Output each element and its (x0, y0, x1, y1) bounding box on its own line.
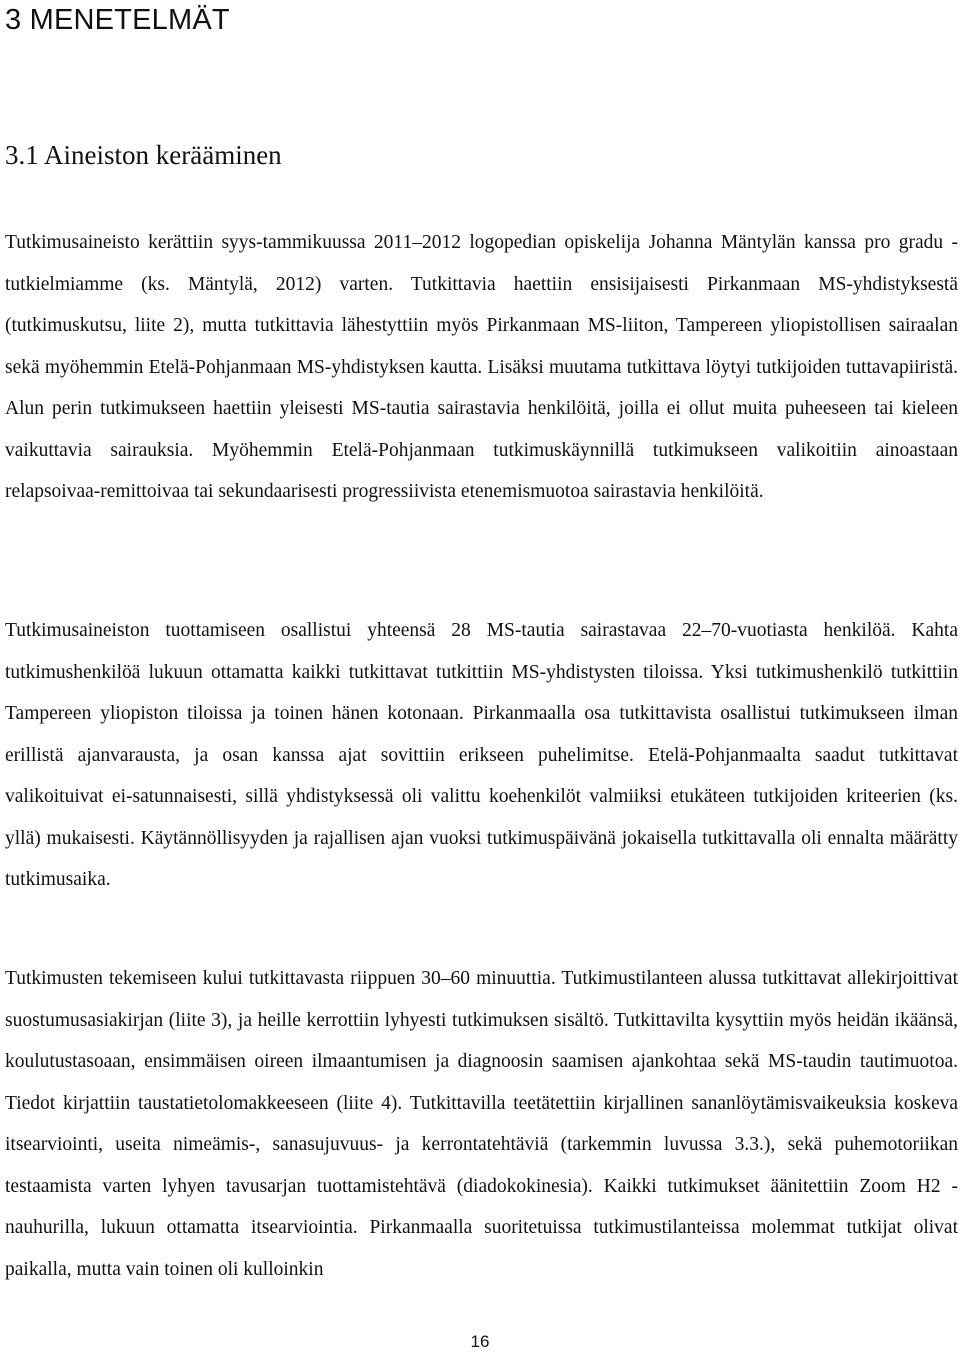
chapter-title: 3 MENETELMÄT (5, 4, 230, 36)
paragraph-2: Tutkimusaineiston tuottamiseen osallistui yhteensä 28 MS-tautia sairastavaa 22–70-vuotiasta henkilöä. Kahta tutkimushenkilöä lukuun ottamatta kaikki tutkittavat tutkittiin MS-yhdistysten tiloissa. Yksi tutkimushenkilö tutkittiin Tampereen yliopiston tiloissa ja toinen hänen kotonaan. Pirkanmaalla osa tutkittavista osallistui tutkimukseen ilman erillistä ajanvarausta, ja osan kanssa ajat sovittiin erikseen puhelimitse. Etelä-Pohjanmaalta saadut tutkittavat valikoituivat ei-satunnaisesti, sillä yhdistyksessä oli valittu koehenkilöt valmiiksi etukäteen tutkijoiden kriteerien (ks. yllä) mukaisesti. Käytännöllisyyden ja rajallisen ajan vuoksi tutkimuspäivänä jokaisella tutkittavalla oli ennalta määrätty tutkimusaika. (5, 620, 958, 890)
section-title: 3.1 Aineiston kerääminen (5, 140, 282, 170)
paragraph-1: Tutkimusaineisto kerättiin syys-tammikuussa 2011–2012 logopedian opiskelija Johanna Mäntylän kanssa pro gradu -tutkielmiamme (ks. Mäntylä, 2012) varten. Tutkittavia haettiin ensisijaisesti Pirkanmaan MS-yhdistyksestä (tutkimuskutsu, liite 2), mutta tutkittavia lähestyttiin myös Pirkanmaan MS-liiton, Tampereen yliopistollisen sairaalan sekä myöhemmin Etelä-Pohjanmaan MS-yhdistyksen kautta. Lisäksi muutama tutkittava löytyi tutkijoiden tuttavapiiristä. Alun perin tutkimukseen haettiin yleisesti MS-tautia sairastavia henkilöitä, joilla ei ollut muita puheeseen tai kieleen vaikuttavia sairauksia. Myöhemmin Etelä-Pohjanmaan tutkimuskäynnillä tutkimukseen valikoitiin ainoastaan relapsoivaa-remittoivaa tai sekundaarisesti progressiivista etenemismuotoa sairastavia henkilöitä. (5, 232, 958, 502)
page-number: 16 (470, 1332, 490, 1351)
paragraph-3: Tutkimusten tekemiseen kului tutkittavasta riippuen 30–60 minuuttia. Tutkimustilanteen alussa tutkittavat allekirjoittivat suostumusasiakirjan (liite 3), ja heille kerrottiin lyhyesti tutkimuksen sisältö. Tutkittavilta kysyttiin myös heidän ikäänsä, koulutustasoaan, ensimmäisen oireen ilmaantumisen ja diagnoosin saamisen ajankohtaa sekä MS-taudin tautimuotoa. Tiedot kirjattiin taustatietolomakkeeseen (liite 4). Tutkittavilla teetätettiin kirjallinen sananlöytämisvaikeuksia koskeva itsearviointi, useita nimeämis-, sanasujuvuus- ja kerrontatehtäviä (tarkemmin luvussa 3.3.), sekä puhemotoriikan testaamista varten lyhyen tavusarjan tuottamistehtävä (diadokokinesia). Kaikki tutkimukset äänitettiin Zoom H2 -nauhurilla, lukuun ottamatta itsearviointia. Pirkanmaalla suoritetuissa tutkimustilanteissa molemmat tutkijat olivat paikalla, mutta vain toinen oli kulloinkin (5, 968, 958, 1280)
